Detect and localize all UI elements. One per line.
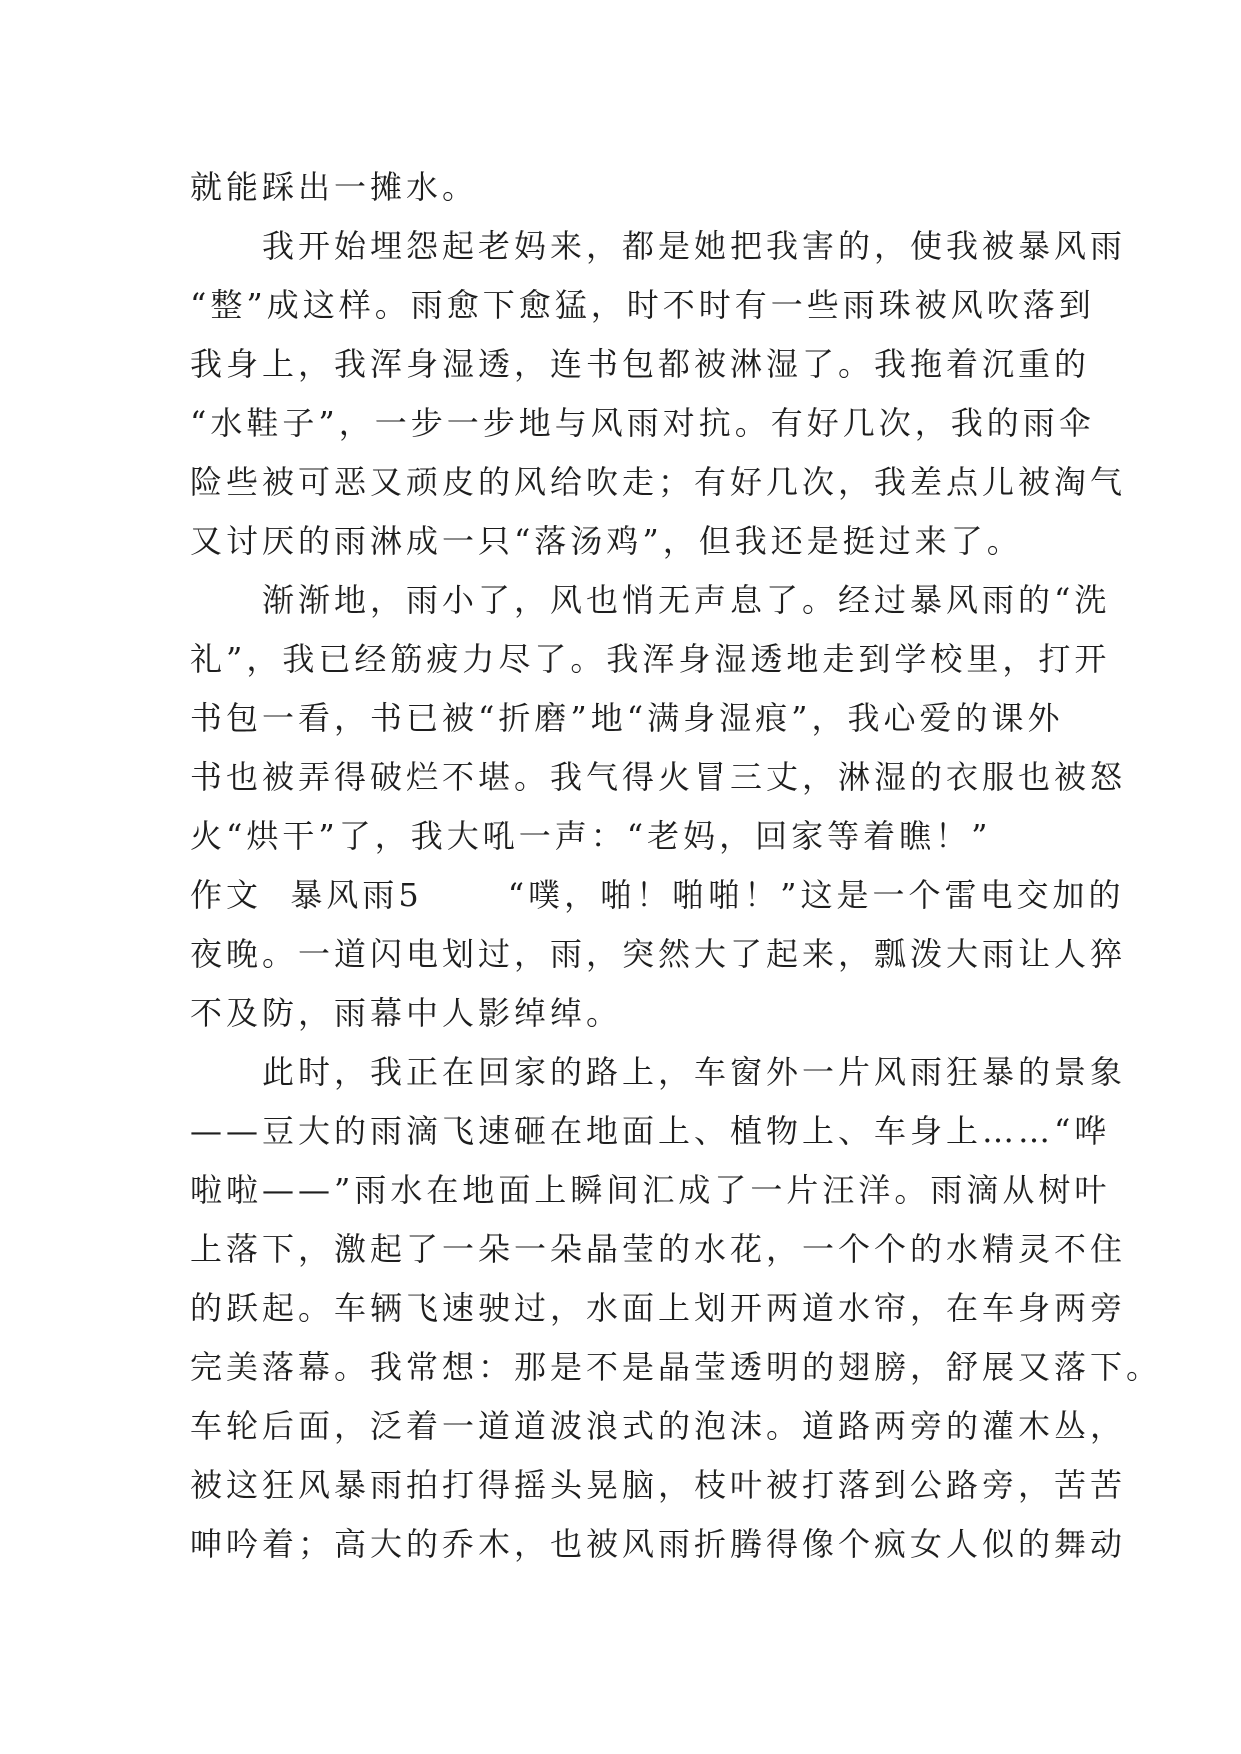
text-line: “水鞋子”，一步一步地与风雨对抗。有好几次，我的雨伞 xyxy=(190,404,1095,442)
text-line: ——豆大的雨滴飞速砸在地面上、植物上、车身上……“哗 xyxy=(190,1112,1111,1150)
text-line: 火“烘干”了，我大吼一声：“老妈，回家等着瞧！” xyxy=(190,817,992,855)
text-line: 上落下，激起了一朵一朵晶莹的水花，一个个的水精灵不住 xyxy=(190,1230,1127,1268)
text-line: 我身上，我浑身湿透，连书包都被淋湿了。我拖着沉重的 xyxy=(190,345,1091,383)
essay-text xyxy=(190,158,1163,1574)
text-line: 我开始埋怨起老妈来，都是她把我害的，使我被暴风雨 xyxy=(262,227,1127,265)
text-line: 车轮后面，泛着一道道波浪式的泡沫。道路两旁的灌木丛， xyxy=(190,1407,1127,1445)
text-line: 又讨厌的雨淋成一只“落汤鸡”，但我还是挺过来了。 xyxy=(190,522,1023,560)
text-line: 完美落幕。我常想：那是不是晶莹透明的翅膀，舒展又落下。 xyxy=(190,1348,1163,1386)
text-line: 作文 暴风雨5 “噗，啪！啪啪！”这是一个雷电交加的 xyxy=(190,876,1125,914)
text-line: “整”成这样。雨愈下愈猛，时不时有一些雨珠被风吹落到 xyxy=(190,286,1095,324)
text-line: 渐渐地，雨小了，风也悄无声息了。经过暴风雨的“洗 xyxy=(262,581,1111,619)
text-line: 啦啦——”雨水在地面上瞬间汇成了一片汪洋。雨滴从树叶 xyxy=(190,1171,1111,1209)
text-line: 礼”，我已经筋疲力尽了。我浑身湿透地走到学校里，打开 xyxy=(190,640,1111,678)
text-line: 书包一看，书已被“折磨”地“满身湿痕”，我心爱的课外 xyxy=(190,699,1064,737)
text-line: 不及防，雨幕中人影绰绰。 xyxy=(190,994,623,1032)
text-line: 险些被可恶又顽皮的风给吹走；有好几次，我差点儿被淘气 xyxy=(190,463,1127,501)
text-line: 呻吟着；高大的乔木，也被风雨折腾得像个疯女人似的舞动 xyxy=(190,1525,1127,1563)
text-line: 夜晚。一道闪电划过，雨，突然大了起来，瓢泼大雨让人猝 xyxy=(190,935,1127,973)
text-line: 此时，我正在回家的路上，车窗外一片风雨狂暴的景象 xyxy=(262,1053,1127,1091)
text-line: 的跃起。车辆飞速驶过，水面上划开两道水帘，在车身两旁 xyxy=(190,1289,1127,1327)
text-line: 书也被弄得破烂不堪。我气得火冒三丈，淋湿的衣服也被怒 xyxy=(190,758,1127,796)
text-line: 就能踩出一摊水。 xyxy=(190,168,479,206)
text-line: 被这狂风暴雨拍打得摇头晃脑，枝叶被打落到公路旁，苦苦 xyxy=(190,1466,1127,1504)
